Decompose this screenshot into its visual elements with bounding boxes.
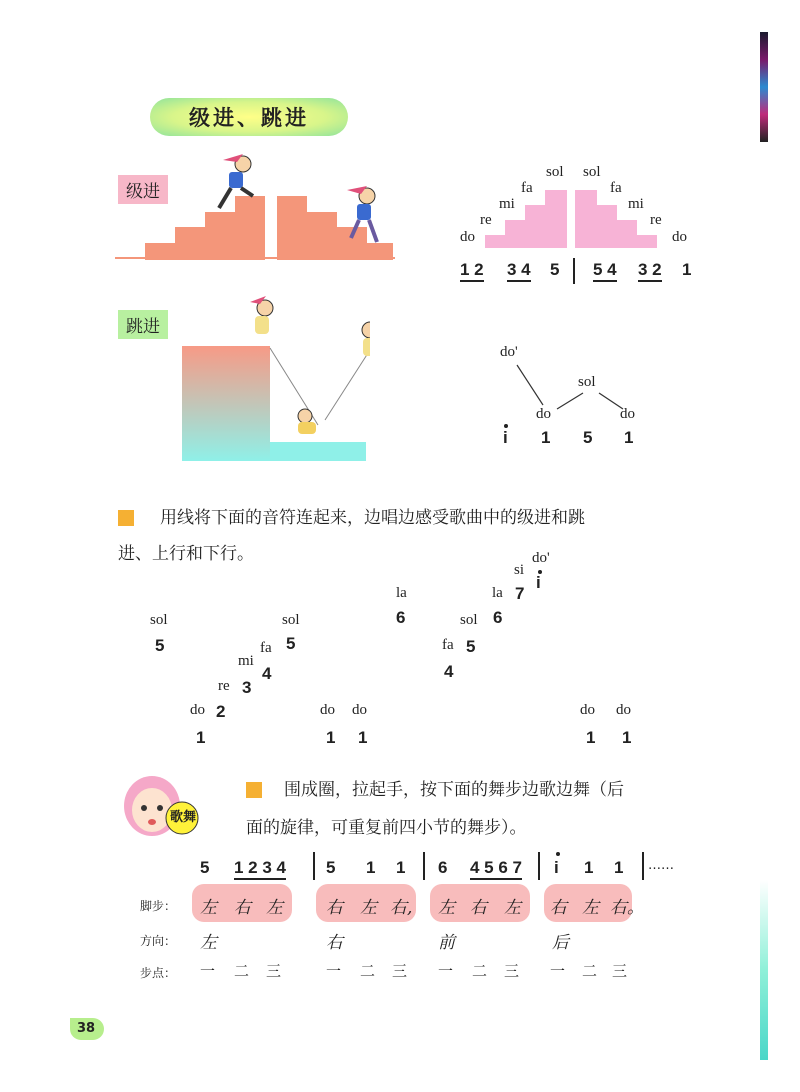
ex-syl-la-1: la — [396, 585, 407, 601]
ex-syl-fa-2: fa — [442, 637, 454, 653]
step-3: 左 — [266, 898, 283, 918]
step-2: 右 — [234, 898, 251, 918]
leap-syllable-do-1: do — [536, 406, 551, 422]
melody-note-high-do: i — [554, 858, 559, 877]
beat-8: 二 — [472, 962, 488, 980]
beat-11: 二 — [582, 962, 598, 980]
ex-syl-la-2: la — [492, 585, 503, 601]
leap-note-high-do: i — [503, 428, 508, 447]
step-11: 左 — [582, 898, 599, 918]
step-7: 左 — [438, 898, 455, 918]
row-label-beats: 步点： — [140, 966, 177, 980]
decorative-edge-strip — [760, 32, 768, 142]
ex-num-1-a: 1 — [196, 728, 206, 747]
melody-notes-1234: 1 2 3 4 — [234, 858, 286, 880]
beat-3: 三 — [266, 962, 282, 980]
ex-num-1-d: 1 — [586, 728, 596, 747]
exercise-instruction-line2: 进、上行和下行。 — [118, 544, 254, 564]
ex-syl-re: re — [218, 678, 230, 694]
step-1: 左 — [200, 898, 217, 918]
melody-note-6: 6 — [438, 858, 448, 877]
leap-syllable-do-high: do' — [500, 344, 518, 360]
ex-num-high-do: i — [536, 573, 541, 592]
ex-num-1-e: 1 — [622, 728, 632, 747]
syllable-re-right: re — [650, 212, 662, 228]
ex-num-5-1: 5 — [155, 636, 165, 655]
leap-note-1b: 1 — [624, 428, 634, 447]
child-standing-right — [362, 322, 370, 356]
ex-syl-si: si — [514, 562, 525, 578]
ex-num-6-1: 6 — [396, 608, 406, 627]
barline — [573, 258, 575, 284]
syllable-re-left: re — [480, 212, 492, 228]
stepwise-note-1: 1 — [682, 260, 692, 279]
ex-syl-do-b: do — [320, 702, 335, 718]
syllable-do-right: do — [672, 229, 687, 245]
ex-num-6-2: 6 — [493, 608, 503, 627]
ex-syl-do-d: do — [580, 702, 595, 718]
step-5: 左 — [360, 898, 377, 918]
ex-num-4: 4 — [262, 664, 272, 683]
syllable-mi-left: mi — [499, 196, 515, 212]
melody-note-1d: 1 — [614, 858, 624, 877]
step-9: 左 — [504, 898, 521, 918]
beat-12: 三 — [612, 962, 628, 980]
leap-syllable-do-2: do — [620, 406, 635, 422]
stepwise-notes-34: 3 4 — [507, 260, 531, 282]
barline-2 — [423, 852, 425, 880]
ex-num-4-2: 4 — [444, 662, 454, 681]
leap-tag: 跳进 — [118, 310, 168, 339]
stepwise-tag: 级进 — [118, 175, 168, 204]
beat-2: 二 — [234, 962, 250, 980]
direction-back: 后 — [552, 933, 569, 953]
syllable-sol-left: sol — [546, 164, 564, 180]
beat-7: 一 — [438, 962, 454, 980]
syllable-fa-right: fa — [610, 180, 622, 196]
step-4: 右 — [326, 898, 343, 918]
ex-num-3: 3 — [242, 678, 252, 697]
step-12: 右。 — [610, 898, 644, 918]
high-octave-dot-3 — [556, 852, 560, 856]
beat-4: 一 — [326, 962, 342, 980]
ex-num-5-2: 5 — [286, 634, 296, 653]
melody-notes-4567: 4 5 6 7 — [470, 858, 522, 880]
barline-1 — [313, 852, 315, 880]
syllable-mi-right: mi — [628, 196, 644, 212]
ex-num-1-b: 1 — [326, 728, 336, 747]
ex-num-7: 7 — [515, 584, 525, 603]
dance-instruction-line2: 面的旋律，可重复前四小节的舞步）。 — [246, 818, 527, 838]
ex-syl-sol-2: sol — [282, 612, 300, 628]
exercise-instruction-line1: 用线将下面的音符连起来，边唱边感受歌曲中的级进和跳 — [160, 508, 585, 528]
ex-syl-mi: mi — [238, 653, 254, 669]
row-label-steps: 脚步： — [140, 899, 177, 913]
ex-syl-do-c: do — [352, 702, 367, 718]
stepwise-notes-12: 1 2 — [460, 260, 484, 282]
leap-note-1a: 1 — [541, 428, 551, 447]
ex-syl-sol-3: sol — [460, 612, 478, 628]
syllable-do-left: do — [460, 229, 475, 245]
melody-note-1a: 1 — [366, 858, 376, 877]
ex-syl-sol-1: sol — [150, 612, 168, 628]
stepwise-notes-32: 3 2 — [638, 260, 662, 282]
beat-9: 三 — [504, 962, 520, 980]
leap-note-5: 5 — [583, 428, 593, 447]
beat-5: 二 — [360, 962, 376, 980]
decorative-edge-bar — [760, 880, 768, 1060]
melody-note-1b: 1 — [396, 858, 406, 877]
child-jumping-top — [250, 296, 273, 334]
stepwise-note-5: 5 — [550, 260, 560, 279]
exercise-marker — [118, 510, 134, 526]
stepwise-notes-54: 5 4 — [593, 260, 617, 282]
ex-num-5-3: 5 — [466, 637, 476, 656]
dance-badge: 歌舞 — [169, 810, 196, 825]
melody-note-1c: 1 — [584, 858, 594, 877]
beat-1: 一 — [200, 962, 216, 980]
page-number: 38 — [77, 1021, 96, 1036]
dance-marker — [246, 782, 262, 798]
dance-instruction-line1: 围成圈，拉起手，按下面的舞步边歌边舞（后 — [284, 780, 624, 800]
ex-syl-do-high: do' — [532, 550, 550, 566]
syllable-sol-right: sol — [583, 164, 601, 180]
ex-num-1-c: 1 — [358, 728, 368, 747]
ex-syl-do-a: do — [190, 702, 205, 718]
stepwise-solfege-stairs — [455, 160, 705, 255]
section-title: 级进、跳进 — [150, 98, 348, 136]
direction-forward: 前 — [438, 933, 455, 953]
beat-6: 三 — [392, 962, 408, 980]
row-label-direction: 方向： — [140, 934, 177, 948]
syllable-fa-left: fa — [521, 180, 533, 196]
ex-syl-fa: fa — [260, 640, 272, 656]
girl-mascot-illustration — [118, 768, 200, 840]
leap-illustration — [180, 290, 370, 465]
melody-note-5: 5 — [200, 858, 210, 877]
barline-3 — [538, 852, 540, 880]
barline-4 — [642, 852, 644, 880]
step-8: 右 — [470, 898, 487, 918]
ex-num-2: 2 — [216, 702, 226, 721]
step-6: 右, — [390, 898, 413, 918]
melody-note-5b: 5 — [326, 858, 336, 877]
step-10: 右 — [550, 898, 567, 918]
ex-syl-do-e: do — [616, 702, 631, 718]
beat-10: 一 — [550, 962, 566, 980]
leap-syllable-sol: sol — [578, 374, 596, 390]
direction-right: 右 — [326, 933, 343, 953]
stepwise-stairs-illustration — [115, 150, 395, 265]
direction-left: 左 — [200, 933, 217, 953]
melody-ellipsis: …… — [648, 858, 674, 873]
child-jumping-bottom — [298, 409, 316, 434]
